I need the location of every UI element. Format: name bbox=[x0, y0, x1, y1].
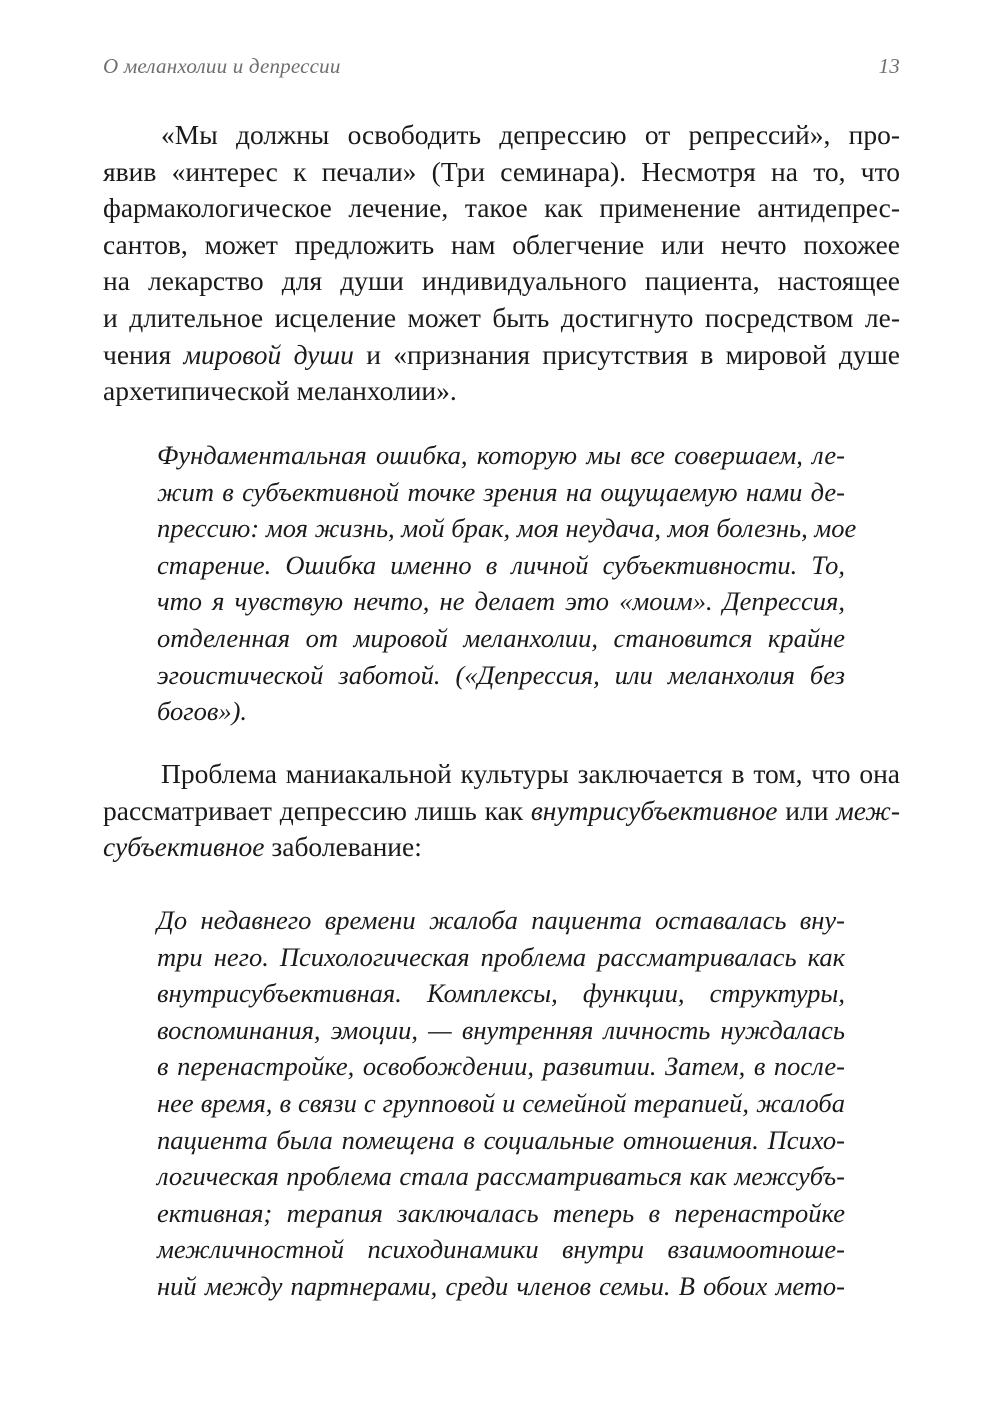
text-line: Проблема маниакальной культуры заключается в том, что она bbox=[161, 758, 900, 789]
quote-line: воспоминания, эмоции, — внутренняя личность нуждалась bbox=[157, 1014, 845, 1045]
text-line: сантов, может предложить нам облегчение или нечто похожее bbox=[103, 228, 900, 260]
text-line: архетипической меланхолии». bbox=[103, 375, 457, 407]
quote-line: Фундаментальная ошибка, которую мы все совершаем, ле- bbox=[157, 440, 845, 470]
text-line: фармакологическое лечение, такое как применение антидепрес- bbox=[103, 192, 900, 224]
text-line: «Мы должны освободить депрессию от репрессий», про- bbox=[161, 119, 900, 150]
quote-line: внутрисубъективная. Комплексы, функции, структуры, bbox=[157, 978, 845, 1009]
quote-line: ний между партнерами, среди членов семьи. В обоих мето- bbox=[157, 1270, 845, 1301]
text-line bbox=[103, 337, 900, 374]
running-head bbox=[103, 54, 900, 79]
text-run: и «признания присутствия в мировой душе bbox=[353, 338, 900, 370]
quote-line: прессию: моя жизнь, мой брак, моя неудача, моя болезнь, мое bbox=[157, 513, 857, 544]
block-quote-2 bbox=[157, 902, 845, 1305]
text-run: рассматривает депрессию лишь как bbox=[103, 794, 531, 826]
text-line: на лекарство для души индивидуального пациента, настоящее bbox=[103, 265, 900, 297]
text-line bbox=[103, 829, 900, 866]
quote-line: богов»). bbox=[157, 696, 248, 727]
text-run: или bbox=[777, 794, 837, 826]
emphasis-text: внутрисубъективное bbox=[530, 794, 778, 826]
quote-line: старение. Ошибка именно в личной субъективности. То, bbox=[157, 549, 845, 580]
quote-line: ективная; терапия заключалась теперь в перенастройке bbox=[157, 1197, 845, 1228]
emphasis-text: мировой души bbox=[183, 338, 354, 370]
quote-line: что я чувствую нечто, не делает это «моим». Депрессия, bbox=[157, 586, 845, 617]
quote-line: межличностной психодинамики внутри взаимоотноше- bbox=[157, 1234, 845, 1265]
quote-line: эгоистической заботой. («Депрессия, или меланхолия без bbox=[157, 659, 845, 690]
block-quote-1 bbox=[157, 437, 857, 730]
quote-line: три него. Психологическая проблема рассматривалась как bbox=[157, 941, 845, 972]
paragraph-2 bbox=[103, 756, 900, 866]
text-line bbox=[103, 793, 900, 830]
text-line: явив «интерес к печали» (Три семинара). Несмотря на то, что bbox=[103, 155, 900, 187]
page-number: 13 bbox=[878, 54, 900, 78]
text-run: заболевание: bbox=[264, 831, 422, 863]
text-run: чения bbox=[103, 338, 184, 370]
quote-line: жит в субъективной точке зрения на ощущаемую нами де- bbox=[157, 476, 845, 507]
emphasis-text: субъективное bbox=[103, 831, 265, 863]
quote-line: отделенная от мировой меланхолии, становится крайне bbox=[157, 622, 845, 653]
quote-line: нее время, в связи с групповой и семейной терапией, жалоба bbox=[157, 1087, 845, 1118]
running-title: О меланхолии и депрессии bbox=[103, 54, 341, 78]
text-line: и длительное исцеление может быть достигнуто посредством ле- bbox=[103, 301, 900, 333]
quote-line: До недавнего времени жалоба пациента оставалась вну- bbox=[157, 905, 845, 935]
quote-line: пациента была помещена в социальные отношения. Психо- bbox=[157, 1124, 845, 1155]
emphasis-text: меж- bbox=[836, 794, 900, 826]
quote-line: логическая проблема стала рассматриваться как межсубъ- bbox=[157, 1161, 845, 1192]
quote-line: в перенастройке, освобождении, развитии. Затем, в после- bbox=[157, 1051, 845, 1082]
paragraph-1 bbox=[103, 117, 900, 410]
